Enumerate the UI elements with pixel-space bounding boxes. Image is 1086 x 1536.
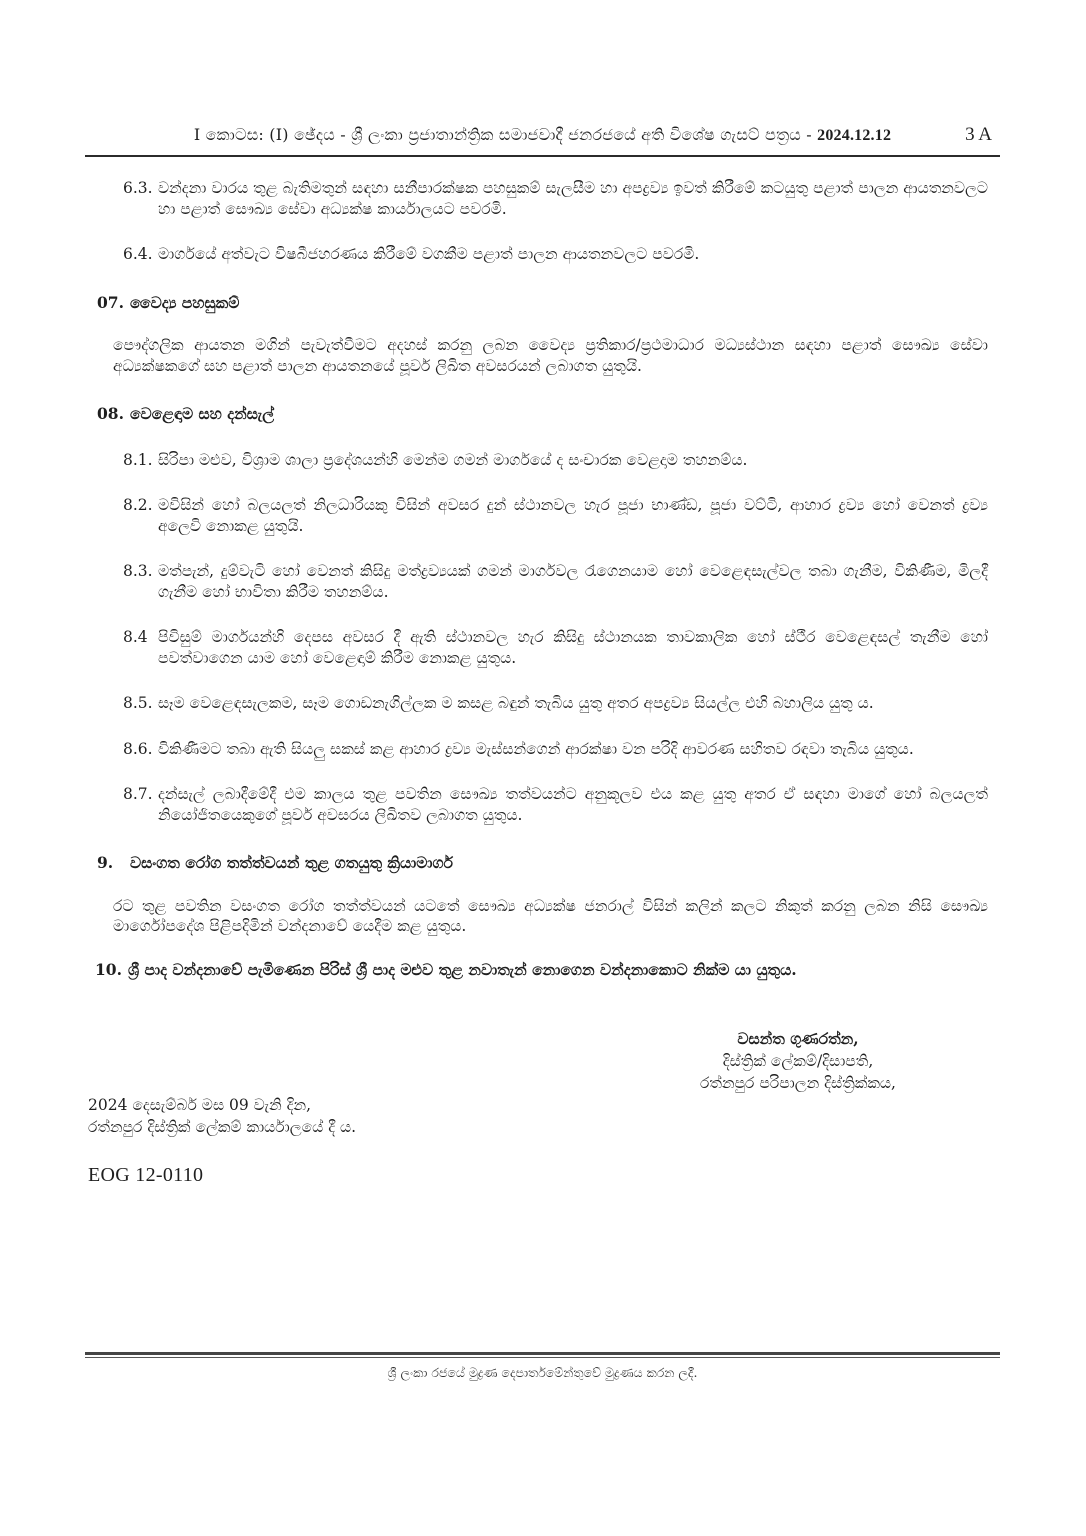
signatory-name: වසන්ත ගුණරත්න,: [737, 1029, 859, 1048]
item-text: වෛද්‍ය පහසුකම්: [130, 292, 240, 312]
document-item: [85, 784, 988, 825]
item-text: මාර්ගයේ අත්වැට විෂබීජහරණය කිරීමේ වගකීම පළාත් පාලන ආයතනවලට පවරමි.: [158, 245, 700, 263]
item-number: 6.4.: [123, 245, 153, 263]
header-title-line: [85, 124, 1000, 147]
item-text: මත්පැන්, දුම්වැටි හෝ වෙනත් කිසිදු මත්ද්‍රව්‍යයක් ගමන් මාර්ගවල රැගෙනයාම හෝ වෙළෙඳසැල්වල තබා ගැනීම, විකිණීම, මිලදී ගැනීම හෝ භාවිතා කිරීම තහනම්ය.: [158, 562, 988, 601]
footer-rule-thin: [85, 1357, 1000, 1358]
footer-imprint: ශ්‍රී ලංකා රජයේ මුද්‍රණ දෙපාර්තමේන්තුවේ මුද්‍රණය කරන ලදී.: [387, 1365, 698, 1380]
item-number: 6.3.: [123, 179, 153, 197]
page-footer: [85, 1352, 1000, 1381]
item-text: වන්දනා වාරය තුළ බැතිමතුන් සඳහා සනීපාරක්ෂක පහසුකම් සැලසීම හා අපද්‍රව්‍ය ඉවත් කිරීමේ කටයුතු පළාත් පාලන ආයතනවලට හා පළාත් සෞඛ්‍ය සේවා අධ්‍යක්ෂ කාර්යාලයට පවරමි.: [158, 179, 988, 218]
item-number: 07.: [97, 292, 124, 312]
dateline-place: රත්නපුර දිස්ත්‍රික් ලේකම් කාර්යාලයේ දී ය.: [88, 1118, 357, 1136]
item-number: 08.: [97, 404, 124, 423]
document-item: [85, 960, 988, 981]
document-item: [85, 178, 988, 219]
item-number: 8.1.: [123, 450, 153, 469]
item-number: 8.3.: [123, 562, 153, 580]
item-text: වසංගත රෝග තත්ත්වයන් තුළ ගතයුතු ක්‍රියාමාර්ග: [130, 853, 453, 872]
document-item: [85, 739, 988, 760]
item-text: සිරිපා මළුව, විශ්‍රාම ශාලා ප්‍රදේශයන්හි මෙන්ම ගමන් මාර්ගයේ ද සංචාරක වෙළදාම තහනම්ය.: [158, 450, 748, 469]
item-number: 8.6.: [123, 739, 153, 758]
item-number: 8.5.: [123, 694, 153, 712]
item-text: මවිසින් හෝ බලයලත් නිලධාරියකු විසින් අවසර දුන් ස්ථානවල හැර පූජා භාණ්ඩ, පූජා වට්ටි, ආහාර ද්‍රව්‍ය හෝ වෙනත් ද්‍රව්‍ය අලෙවි නොකළ යුතුයි.: [158, 496, 988, 535]
document-item: [85, 335, 988, 376]
document-item: [85, 853, 988, 874]
dateline-date: 2024 දෙසැම්බර් මස 09 වැනි දින,: [88, 1096, 312, 1114]
header-title: I කොටස: (I) ඡේදය - ශ්‍රී ලංකා ප්‍රජාතාන්ත්‍රික සමාජවාදී ජනරජයේ අති විශේෂ ගැසට් පත්‍රය -: [193, 125, 818, 144]
document-item: [85, 450, 988, 471]
item-number: 10.: [95, 959, 122, 979]
header-date: 2024.12.12: [817, 127, 892, 144]
dateline-block: [88, 1094, 356, 1138]
document-item: [85, 404, 988, 425]
document-item: [85, 244, 988, 265]
item-text: ශ්‍රී පාද වන්දනාවේ පැමිණෙන පිරිස් ශ්‍රී පාද මළුව තුළ නවාතැන් නොගෙන වන්දනාකොට නික්ම යා යුතුය.: [128, 959, 797, 979]
document-item: [85, 693, 988, 714]
item-text: දන්සැල් ලබාදීමේදී එම කාලය තුළ පවතින සෞඛ්‍ය තත්වයන්ට අනුකූලව එය කළ යුතු අතර ඒ සඳහා මාගේ හෝ බලයලත් නියෝජිතයෙකුගේ පූර්ව අවසරය ලිඛිතව ලබාගත යුතුය.: [158, 785, 988, 824]
signature-block: [628, 1028, 968, 1094]
gazette-ref-number: EOG 12-0110: [88, 1164, 204, 1186]
item-text: රට තුළ පවතින වසංගත රෝග තත්ත්වයන් යටතේ සෞඛ්‍ය අධ්‍යක්ෂ ජනරාල් විසින් කලින් කලට නිකුත් කරනු ලබන නිසි සෞඛ්‍ය මාර්ගෝපදේශ පිළිපදිමින් වන්දනාවේ යෙදීම කළ යුතුය.: [113, 896, 988, 935]
signatory-title: දිස්ත්‍රික් ලේකම්/දිසාපති,: [722, 1052, 874, 1070]
document-item: [85, 293, 988, 314]
document-item: [85, 627, 988, 668]
document-body: [85, 170, 988, 980]
document-item: [85, 896, 988, 937]
page-header: [85, 124, 1000, 156]
header-rule: [85, 155, 1000, 157]
item-text: පිවිසුම් මාර්ගයන්හි දෙපස අවසර දී ඇති ස්ථානවල හැර කිසිදු ස්ථානයක තාවකාලික හෝ ස්ථීර වෙළෙඳසල් තැනීම හෝ පවත්වාගෙන යාම හෝ වෙළෙඳාම් කිරීම නොකළ යුතුය.: [158, 628, 988, 667]
footer-rule-thick: [85, 1352, 1000, 1355]
signatory-district: රත්නපුර පරිපාලන දිස්ත්‍රික්කය,: [700, 1074, 896, 1092]
item-number: 8.2.: [123, 496, 153, 514]
item-text: සෑම වෙළෙඳසැලකම, සෑම ගොඩනැගිල්ලක ම කසළ බඳුන් තැබිය යුතු අතර අපද්‍රව්‍ය සියල්ල එහි බහාලිය යුතු ය.: [158, 694, 874, 712]
document-item: [85, 495, 988, 536]
item-number: 8.4: [123, 628, 148, 646]
item-number: 9.: [97, 853, 114, 872]
item-text: පෞද්ගලික ආයතන මගින් පැවැත්වීමට අදහස් කරනු ලබන වෛද්‍ය ප්‍රතිකාර/ප්‍රථමාධාර මධ්‍යස්ථාන සඳහා පළාත් සෞඛ්‍ය සේවා අධ්‍යක්ෂකගේ සහ පළාත් පාලන ආයතනයේ පූර්ව ලිඛිත අවසරයන් ලබාගත යුතුයි.: [113, 336, 988, 375]
document-item: [85, 561, 988, 602]
item-text: වෙළෙඳාම සහ දන්සැල්: [130, 404, 275, 423]
page-number: 3 A: [965, 124, 992, 145]
item-text: විකිණීමට තබා ඇති සියලු සකස් කළ ආහාර ද්‍රව්‍ය මැස්සන්ගෙන් ආරක්ෂා වන පරිදි ආවරණ සහිතව රඳවා තැබිය යුතුය.: [158, 739, 914, 758]
item-number: 8.7.: [123, 785, 153, 803]
